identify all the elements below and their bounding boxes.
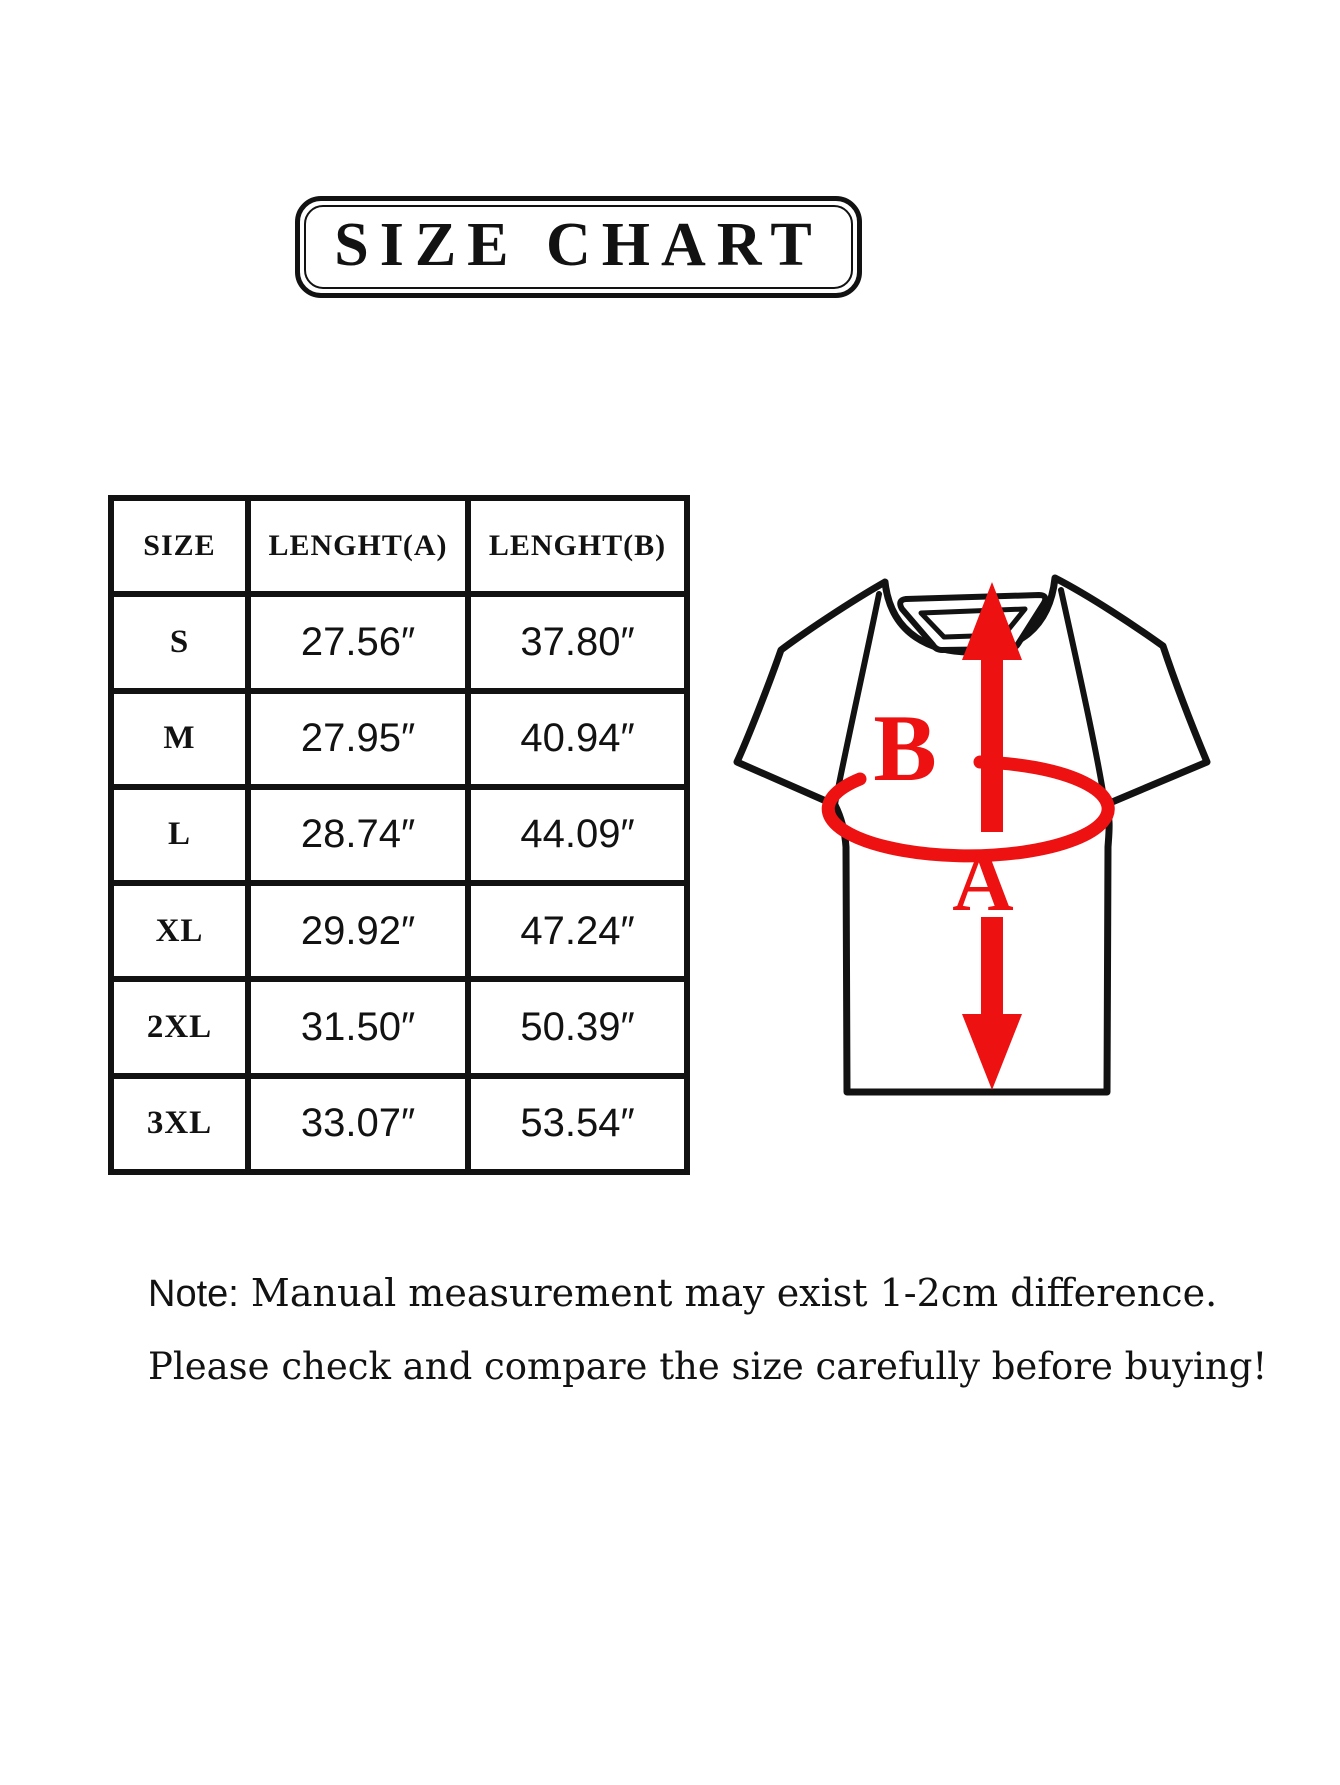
size-cell: XL (114, 886, 245, 976)
size-cell: M (114, 694, 245, 784)
length-a-cell: 33.07″ (251, 1079, 465, 1169)
length-b-cell: 44.09″ (471, 790, 684, 880)
size-cell: 2XL (114, 982, 245, 1072)
length-b-cell: 40.94″ (471, 694, 684, 784)
header-cell-length-b: LENGHT(B) (471, 501, 684, 591)
label-b: B (873, 695, 937, 801)
note-text: Manual measurement may exist 1-2cm difference. (238, 1271, 1218, 1315)
length-a-cell: 27.95″ (251, 694, 465, 784)
length-a-cell: 29.92″ (251, 886, 465, 976)
length-a-cell: 28.74″ (251, 790, 465, 880)
label-a: A (952, 835, 1014, 929)
page-title: SIZE CHART (334, 210, 823, 279)
size-cell: L (114, 790, 245, 880)
title-box (295, 196, 862, 298)
length-b-cell: 37.80″ (471, 597, 684, 687)
length-a-cell: 27.56″ (251, 597, 465, 687)
length-b-cell: 50.39″ (471, 982, 684, 1072)
header-cell-length-a: LENGHT(A) (251, 501, 465, 591)
header-cell-size: SIZE (114, 501, 245, 591)
length-b-cell: 47.24″ (471, 886, 684, 976)
tshirt-diagram (705, 542, 1265, 1112)
note-prefix: Note: (148, 1273, 239, 1315)
length-b-cell: 53.54″ (471, 1079, 684, 1169)
length-a-cell: 31.50″ (251, 982, 465, 1072)
size-table (108, 495, 690, 1175)
size-cell: S (114, 597, 245, 687)
note-line-1 (148, 1271, 1217, 1316)
size-cell: 3XL (114, 1079, 245, 1169)
note-line-2: Please check and compare the size carefully before buying! (148, 1345, 1268, 1388)
